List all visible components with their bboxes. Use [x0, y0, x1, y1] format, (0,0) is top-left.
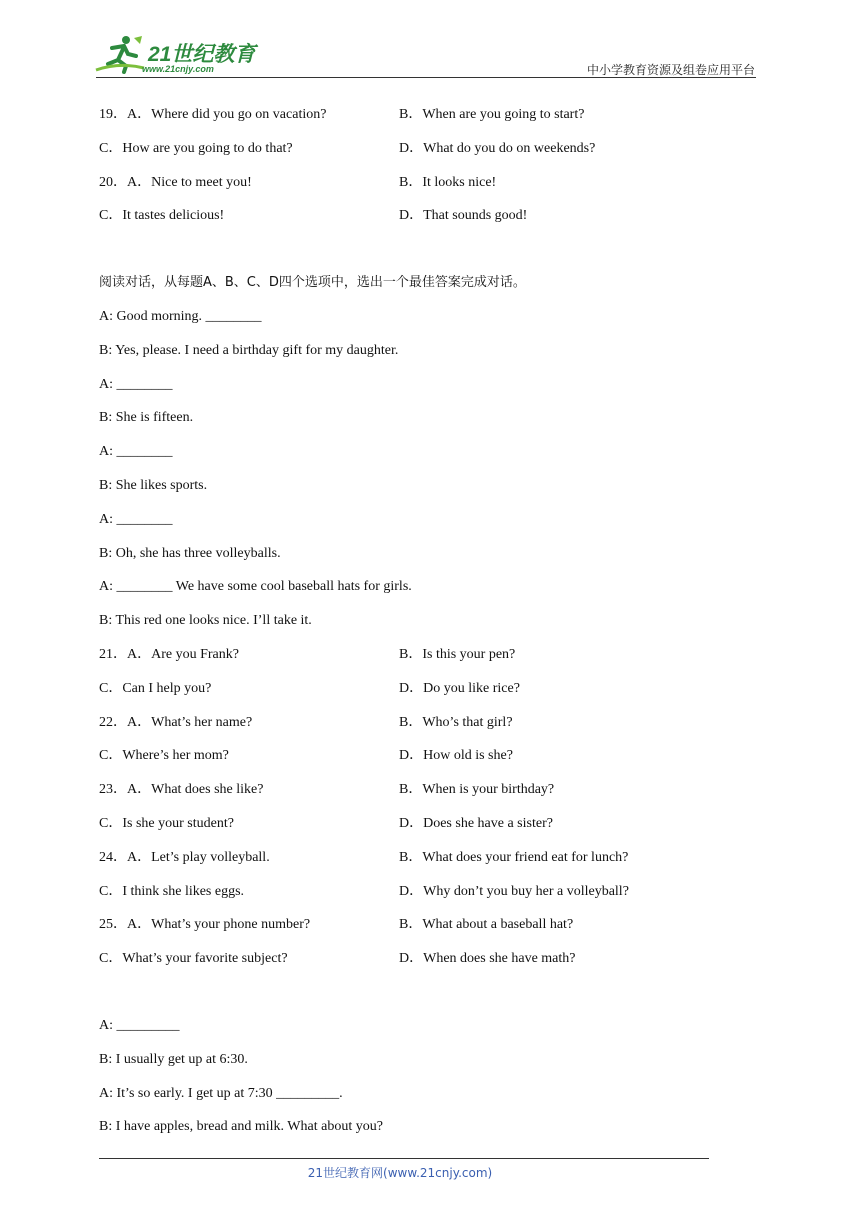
q20-option-b: B．It looks nice!: [399, 174, 497, 190]
q19-option-d: D．What do you do on weekends?: [399, 140, 596, 156]
dialog-line: A: It’s so early. I get up at 7:30 _________.: [99, 1085, 343, 1101]
q24-option-a: 24．A．Let’s play volleyball.: [99, 849, 270, 865]
spacer: [99, 239, 719, 272]
dialog-line: A: Good morning. ________: [99, 308, 262, 324]
q22-option-a: 22．A．What’s her name?: [99, 714, 253, 730]
q25-option-a: 25．A．What’s your phone number?: [99, 917, 311, 933]
q23-option-b: B．When is your birthday?: [399, 782, 555, 798]
q23-option-d: D．Does she have a sister?: [399, 815, 553, 831]
question-21-row-2: [99, 678, 719, 712]
q24-option-b: B．What does your friend eat for lunch?: [399, 849, 629, 865]
dialog-line: B: I have apples, bread and milk. What about you?: [99, 1119, 383, 1135]
logo: [94, 34, 264, 78]
question-22-row-1: [99, 712, 719, 746]
dialog-line: A: _________: [99, 1017, 180, 1033]
question-25-row-2: [99, 948, 719, 982]
dialog-line: A: ________ We have some cool baseball hats for girls.: [99, 579, 412, 595]
q19-option-b: B．When are you going to start?: [399, 107, 585, 122]
runner-logo-icon: [94, 34, 146, 74]
question-20-row-2: [99, 205, 719, 239]
dialog-line: B: She likes sports.: [99, 477, 208, 493]
q21-option-a: 21．A．Are you Frank?: [99, 646, 239, 662]
q25-option-d: D．When does she have math?: [399, 951, 576, 967]
footer-text[interactable]: 21世纪教育网(www.21cnjy.com): [307, 1166, 493, 1180]
q20-option-c: C．It tastes delicious!: [99, 208, 225, 224]
q19-option-a: 19．A．Where did you go on vacation?: [99, 107, 327, 122]
q20-option-a: 20．A．Nice to meet you!: [99, 174, 252, 190]
question-20-row-1: [99, 172, 719, 206]
question-21-row-1: [99, 644, 719, 678]
footer-divider: [99, 1158, 709, 1159]
logo-text: 21世纪教育: [148, 43, 256, 66]
question-23-row-2: [99, 813, 719, 847]
dialog-line: B: She is fifteen.: [99, 410, 194, 426]
spacer: [99, 982, 719, 1015]
q24-option-d: D．Why don’t you buy her a volleyball?: [399, 883, 629, 899]
q24-option-c: C．I think she likes eggs.: [99, 883, 245, 899]
dialog-line: A: ________: [99, 444, 173, 460]
question-19-row-1: [99, 104, 719, 138]
question-25-row-1: [99, 914, 719, 948]
q25-option-c: C．What’s your favorite subject?: [99, 951, 288, 967]
q22-option-c: C．Where’s her mom?: [99, 748, 229, 764]
header-platform-name: 中小学教育资源及组卷应用平台: [586, 63, 755, 77]
dialog-line: B: Yes, please. I need a birthday gift for my daughter.: [99, 342, 399, 358]
q23-option-a: 23．A．What does she like?: [99, 782, 264, 798]
instruction-text: 阅读对话，从每题A、B、C、D四个选项中，选出一个最佳答案完成对话。: [99, 275, 526, 291]
page-footer: [0, 1164, 860, 1181]
q19-option-c: C．How are you going to do that?: [99, 140, 293, 156]
dialog-line: B: This red one looks nice. I’ll take it.: [99, 613, 312, 629]
q21-option-c: C．Can I help you?: [99, 680, 212, 696]
q22-option-d: D．How old is she?: [399, 748, 513, 764]
question-24-row-2: [99, 881, 719, 915]
document-body: [99, 104, 719, 1150]
q20-option-d: D．That sounds good!: [399, 208, 528, 224]
page-header: [0, 0, 860, 80]
question-23-row-1: [99, 779, 719, 813]
question-22-row-2: [99, 745, 719, 779]
q22-option-b: B．Who’s that girl?: [399, 714, 513, 730]
q25-option-b: B．What about a baseball hat?: [399, 917, 574, 933]
dialog-line: B: Oh, she has three volleyballs.: [99, 545, 281, 561]
q21-option-b: B．Is this your pen?: [399, 646, 516, 662]
question-19-row-2: [99, 138, 719, 172]
header-divider: [96, 77, 756, 78]
q23-option-c: C．Is she your student?: [99, 815, 234, 831]
question-24-row-1: [99, 847, 719, 881]
dialog-line: B: I usually get up at 6:30.: [99, 1051, 248, 1067]
dialog-line: A: ________: [99, 376, 173, 392]
dialog-line: A: ________: [99, 511, 173, 527]
q21-option-d: D．Do you like rice?: [399, 680, 520, 696]
logo-url: www.21cnjy.com: [142, 64, 214, 74]
